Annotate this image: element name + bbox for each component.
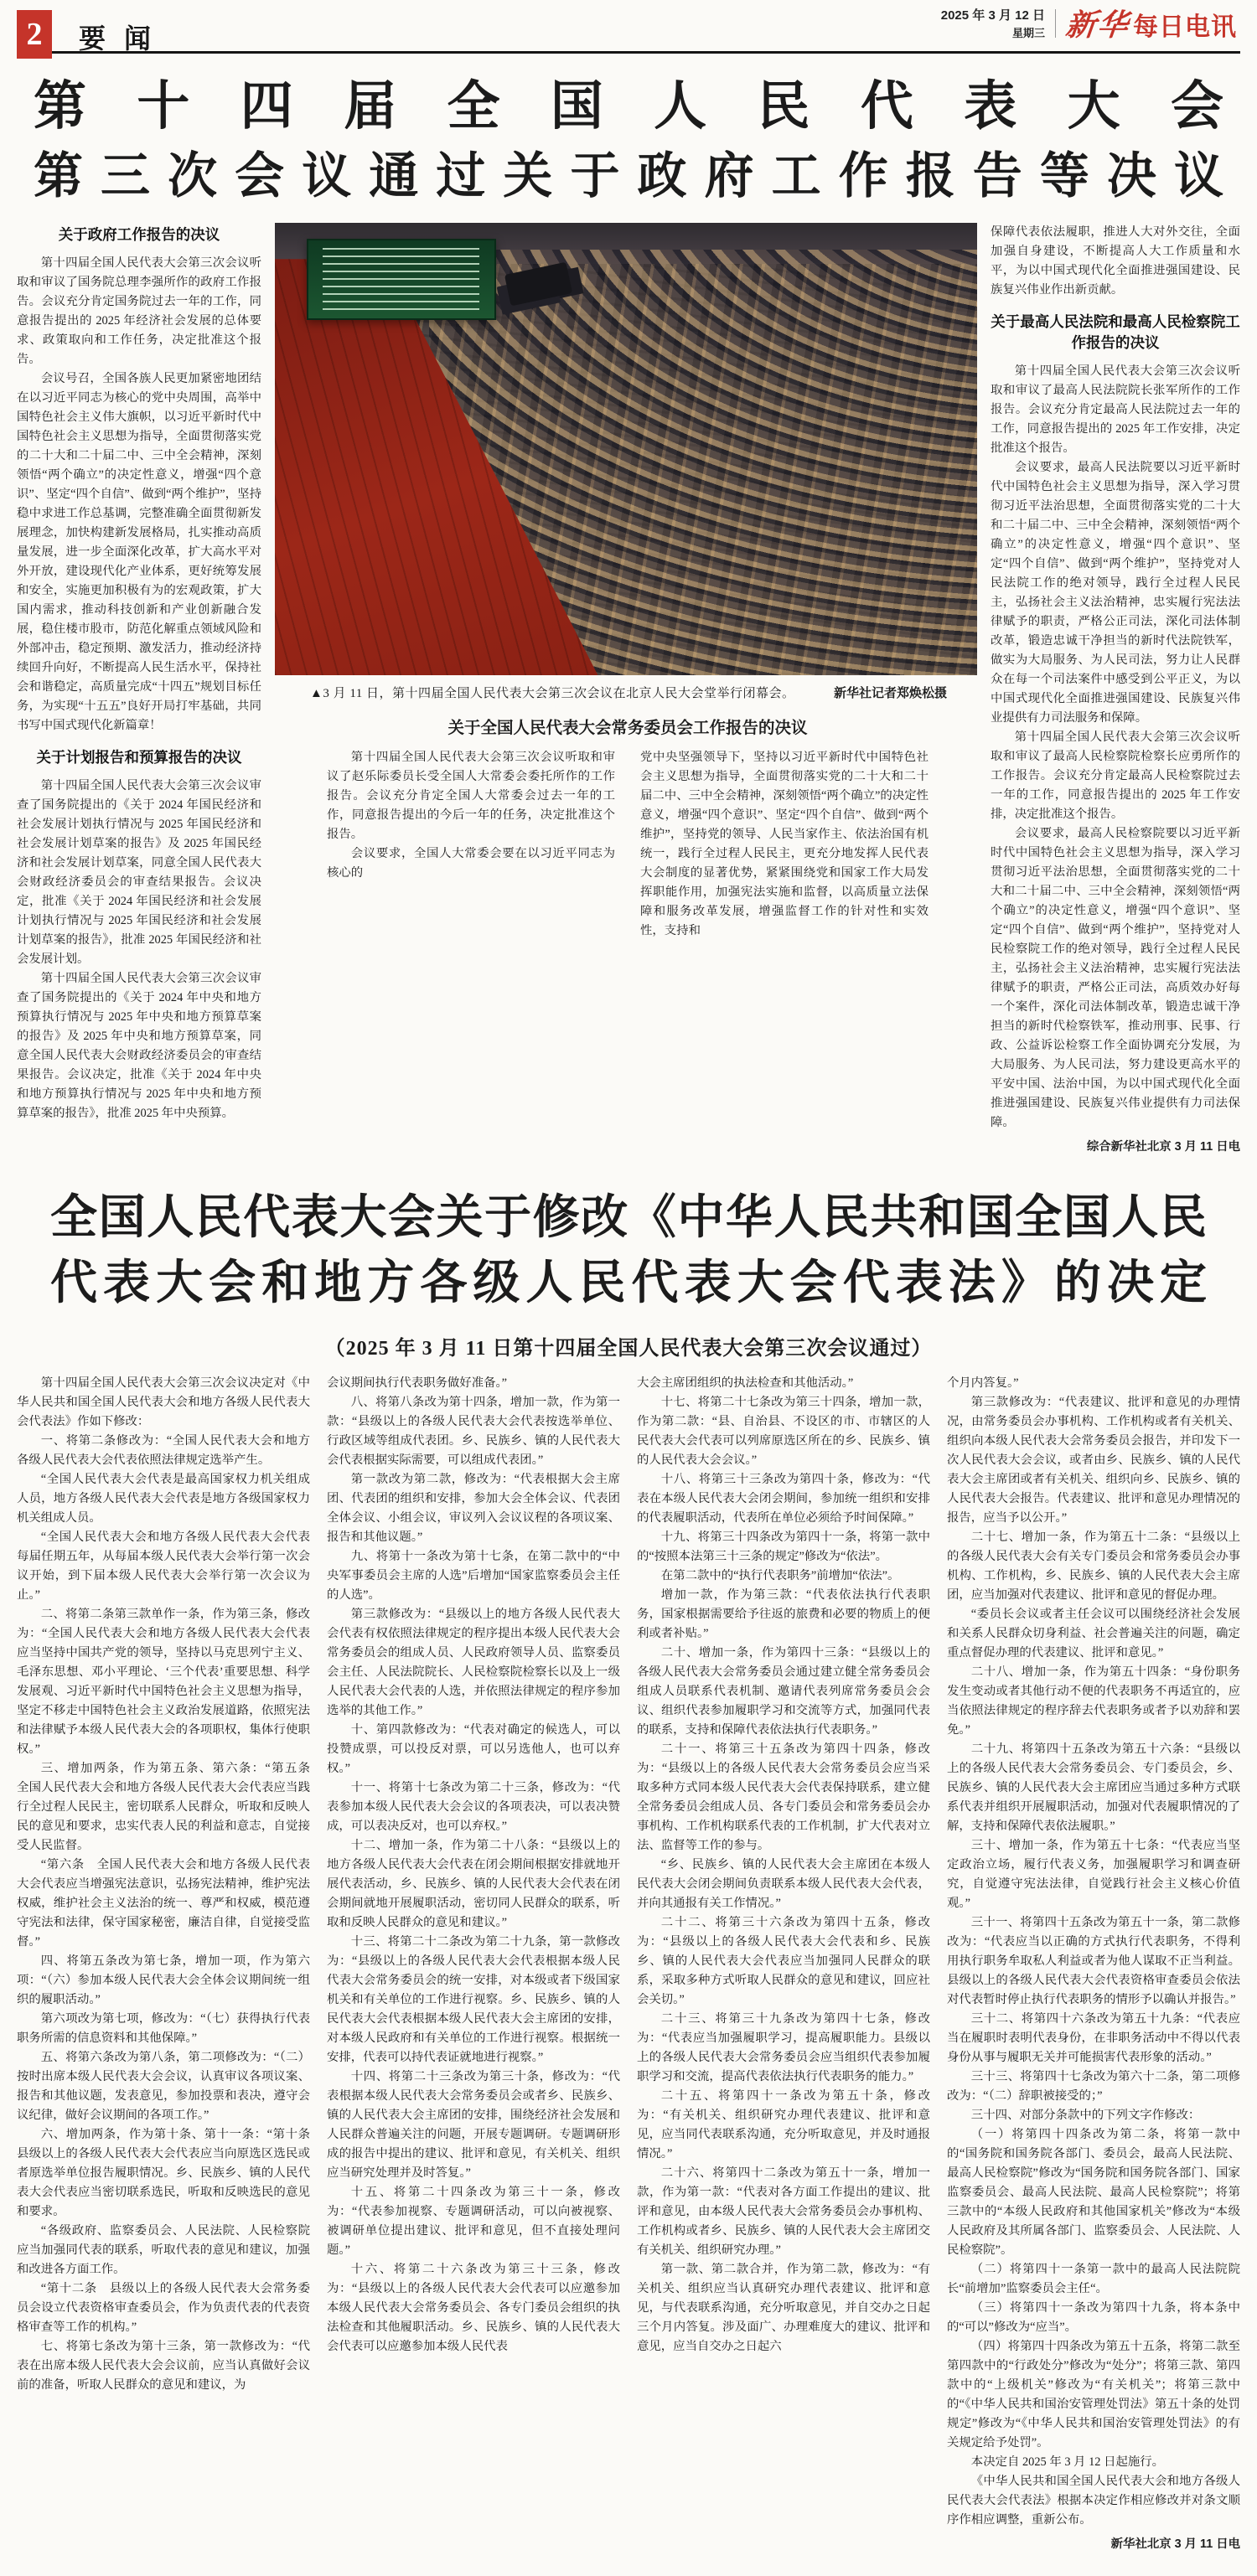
- paragraph: 第十四届全国人民代表大会第三次会议听取和审议了最高人民法院院长张军所作的工作报告。会议充分肯定最高人民法院过去一年的工作，同意报告提出的 2025 年工作安排，决定批准这个报告。: [991, 364, 1240, 455]
- paragraph: 十八、将第三十三条改为第四十条，修改为：“代表在本级人民代表大会闭会期间，参加统一组织和安排的代表履职活动，代表所在单位必须给予时间保障。”: [637, 1473, 930, 1525]
- paragraph: 第十四届全国人民代表大会第三次会议听取和审议了国务院总理李强所作的政府工作报告。会议充分肯定国务院过去一年的工作，同意报告提出的 2025 年经济社会发展的总体要求、政策取向和工作任务，决定批准这个报告。: [17, 256, 261, 366]
- paragraph: 二十七、增加一条，作为第五十二条：“县级以上的各级人民代表大会有关专门委员会和常务委员会办事机构、工作机构，乡、民族乡、镇的人民代表大会主席团，应当加强对代表建议、批评和意见的督促办理。: [947, 1531, 1240, 1602]
- paragraph: 第三款修改为：“代表建议、批评和意见的办理情况，由常务委员会办事机构、工作机构或者有关机关、组织向本级人民代表大会常务委员会报告，并印发下一次人民代表大会会议，或者由乡、民族乡、镇的人民代表大会主席团或者有关机关、组织向乡、民族乡、镇的人民代表大会报告。代表建议、批评和意见办理情况的报告，应当予以公开。”: [947, 1396, 1240, 1525]
- paragraph: 会议要求，最高人民法院要以习近平新时代中国特色社会主义思想为指导，深入学习贯彻习近平法治思想，全面贯彻落实党的二十大和二十届二中、三中全会精神，深刻领悟“两个确立”的决定性意义，增强“四个意识”、坚定“四个自信”、做到“两个维护”，坚持党对人民法院工作的绝对领导，践行全过程人民民主，弘扬社会主义法治精神，忠实履行宪法法律赋予的职责，严格公正司法，深化司法体制改革，锻造忠诚干净担当的新时代法院铁军，做实为大局服务、为人民司法，努力让人民群众在每一个司法案件中感受到公平正义，为以中国式现代化全面推进强国建设、民族复兴伟业提供有力司法服务和保障。: [991, 461, 1240, 725]
- resolution-courts-heading: 关于最高人民法院和最高人民检察院工作报告的决议: [991, 313, 1240, 351]
- lead-headline: [34, 70, 1223, 209]
- center-column: [275, 223, 977, 1157]
- masthead-divider: [1055, 9, 1056, 38]
- paragraph: 十一、将第十七条改为第二十三条，修改为：“代表参加本级人民代表大会会议的各项表决，可以表决赞成，可以表决反对，也可以弃权。”: [327, 1781, 620, 1833]
- resolution-courts-body: [991, 362, 1240, 1133]
- decision-column-3: [637, 1374, 930, 2554]
- page-number: 2: [17, 10, 52, 59]
- lead-headline-line2: 第三次会议通过关于政府工作报告等决议: [34, 148, 1223, 204]
- logo-xinhua: 新华: [1063, 8, 1131, 42]
- paragraph: “第六条 全国人民代表大会和地方各级人民代表大会代表应当增强宪法意识，弘扬宪法精神，维护宪法权威，维护社会主义法治的统一、尊严和权威，模范遵守宪法和法律，保守国家秘密，廉洁自律，自觉接受监督。”: [17, 1858, 310, 1949]
- continuation-paragraph: 保障代表依法履职，推进人大对外交往，全面加强自身建设，不断提高人大工作质量和水平，为以中国式现代化全面推进强国建设、民族复兴伟业作出新贡献。: [991, 225, 1240, 297]
- right-column: [991, 223, 1240, 1157]
- decision-column-2: [327, 1374, 620, 2554]
- paragraph: 第十四届全国人民代表大会第三次会议审查了国务院提出的《关于 2024 年中央和地方预算执行情况与 2025 年中央和地方预算草案的报告》及 2025 年中央和地方预算草案，同意全国人民代表大会财政经济委员会的审查结果报告。会议决定，批准《关于 2024 年中央和地方预算执行情况与 2025 年中央和地方预算草案的报告》，批准 2025 年中央预算。: [17, 972, 261, 1120]
- masthead-right: [941, 2, 1237, 44]
- masthead-date: [941, 6, 1045, 40]
- paragraph: 七、将第七条改为第十三条，第一款修改为：“代表在出席本级人民代表大会会议前，应当认真做好会议前的准备，听取人民群众的意见和建议，为: [17, 2340, 310, 2392]
- paragraph: 二十九、将第四十五条改为第五十六条：“县级以上的各级人民代表大会常务委员会、专门委员会，乡、民族乡、镇的人民代表大会主席团应当通过多种方式联系代表并组织开展履职活动，加强对代表履职情况的了解，支持和保障代表依法履职。”: [947, 1742, 1240, 1833]
- paragraph: 十九、将第三十四条改为第四十一条，将第一款中的“按照本法第三十三条的规定”修改为“依法”。: [637, 1531, 930, 1563]
- npcsc-resolution-col-b: [640, 748, 929, 941]
- paragraph: 三、增加两条，作为第五条、第六条：“第五条 全国人民代表大会和地方各级人民代表大会代表应当践行全过程人民民主，密切联系人民群众，听取和反映人民的意见和要求，忠实代表人民的利益和意志，自觉接受人民监督。: [17, 1762, 323, 1852]
- paragraph: 二十、增加一条，作为第四十三条：“县级以上的各级人民代表大会常务委员会通过建立健全常务委员会组成人员联系代表机制、邀请代表列席常务委员会会议、组织代表参加履职学习和交流等方式，加强同代表的联系，支持和保障代表依法执行代表职务。”: [637, 1646, 930, 1737]
- section-title: 要闻: [79, 23, 170, 54]
- paragraph: 二十二、将第三十六条改为第四十五条，修改为：“县级以上的各级人民代表大会代表和乡、民族乡、镇的人民代表大会代表应当加强同人民群众的联系，采取多种方式听取人民群众的意见和建议，回应社会关切。”: [637, 1916, 930, 2006]
- resolution-plan-budget-heading: 关于计划报告和预算报告的决议: [36, 749, 242, 766]
- decision-body: [17, 1374, 1240, 2554]
- paragraph: 第一款改为第二款，修改为：“代表根据大会主席团、代表团的组织和安排，参加大会全体会议、代表团全体会议、小组会议，审议列入会议议程的各项议案、报告和其他议题。”: [327, 1473, 620, 1544]
- npcsc-resolution-section: [275, 701, 977, 941]
- paragraph: （四）将第四十四条改为第五十五条，将第二款至第四款中的“行政处分”修改为“处分”；将第三款、第四款中的“上级机关”修改为“有关机关”；将第三款中的“《中华人民共和国治安管理处罚法》第五十条的处罚规定”修改为“《中华人民共和国治安管理处罚法》的有关规定给予处罚”。: [947, 2340, 1240, 2450]
- paragraph: “委员长会议或者主任会议可以围绕经济社会发展和关系人民群众切身利益、社会普遍关注的问题，确定重点督促办理的代表建议、批评和意见。”: [947, 1608, 1240, 1660]
- logo-daily-telegraph: 每日电讯: [1133, 13, 1237, 41]
- photo-caption-row: [275, 675, 977, 701]
- paragraph: “全国人民代表大会和地方各级人民代表大会代表每届任期五年，从每届本级人民代表大会举行第一次会议开始，到下届本级人民代表大会举行第一次会议为止。”: [17, 1531, 310, 1602]
- npcsc-resolution-col-a: [327, 748, 615, 941]
- paragraph: 三十一、将第四十五条改为第五十一条，第二款修改为：“代表应当以正确的方式执行代表职务，不得利用执行职务牟取私人利益或者为他人谋取不正当利益。县级以上的各级人民代表大会代表资格审查委员会依法对代表暂时停止执行代表职务的情形予以确认并报告。”: [947, 1916, 1240, 2006]
- paragraph: （三）将第四十一条改为第四十九条，将本条中的“可以”修改为“应当”。: [947, 2301, 1240, 2334]
- photo-led-screen: [307, 239, 496, 320]
- paragraph: 三十三、将第四十七条改为第六十二条，第二项修改为：“（二）辞职被接受的；”: [947, 2070, 1240, 2103]
- masthead: [17, 0, 1240, 54]
- lead-headline-line1: 第十四届全国人民代表大会: [34, 77, 1223, 136]
- paragraph: 二十五、将第四十一条改为第五十条，修改为：“有关机关、组织研究办理代表建议、批评和意见，应当同代表联系沟通，充分听取意见，并及时通报情况。”: [637, 2089, 930, 2160]
- decision-headline-line2: 代表大会和地方各级人民代表大会代表法》的决定: [50, 1257, 1207, 1309]
- paragraph: 二十一、将第三十五条改为第四十四条，修改为：“县级以上的各级人民代表大会常务委员会应当采取多种方式同本级人民代表大会代表保持联系，建立健全常务委员会组成人员、各专门委员会和常务委员会办事机构、工作机构联系代表的工作机制，扩大代表对立法、监督等工作的参与。: [637, 1742, 930, 1852]
- paragraph: （一）将第四十四条改为第二条，将第一款中的“国务院和国务院各部门、委员会，最高人民法院、最高人民检察院”修改为“国务院和国务院各部门、国家监察委员会、最高人民法院、最高人民检察院”；将第三款中的“本级人民政府和其他国家机关”修改为“本级人民政府及其所属各部门、监察委员会、人民法院、人民检察院”。: [947, 2128, 1240, 2257]
- xinhua-dateline: 综合新华社北京 3 月 11 日电: [1086, 1140, 1240, 1154]
- paragraph: 第十四届全国人民代表大会第三次会议审查了国务院提出的《关于 2024 年国民经济和社会发展计划执行情况与 2025 年国民经济和社会发展计划草案的报告》及 2025 年国民经济和社会发展计划草案，同意全国人民代表大会财政经济委员会的审查结果报告。会议决定，批准《关于 2024 年国民经济和社会发展计划执行情况与 2025 年国民经济和社会发展计划草案的报告》，批准 2025 年国民经济和社会发展计划。: [17, 779, 261, 966]
- lead-story-section: [17, 223, 1240, 1157]
- paragraph: 十二、增加一条，作为第二十八条：“县级以上的地方各级人民代表大会代表在闭会期间根据安排就地开展代表活动，乡、民族乡、镇的人民代表大会代表在闭会期间就地开展履职活动，密切同人民群众的联系，听取和反映人民群众的意见和建议。”: [327, 1839, 620, 1929]
- paragraph: 十七、将第二十七条改为第三十四条，增加一款，作为第二款：“县、自治县、不设区的市、市辖区的人民代表大会代表可以列席原选区所在的乡、民族乡、镇的人民代表大会会议。”: [637, 1396, 930, 1467]
- paragraph: 会议要求，最高人民检察院要以习近平新时代中国特色社会主义思想为指导，深入学习贯彻习近平法治思想，全面贯彻落实党的二十大和二十届二中、三中全会精神，深刻领悟“两个确立”的决定性意义，增强“四个意识”、坚定“四个自信”、做到“两个维护”，坚持党对人民检察院工作的绝对领导，践行全过程人民民主，弘扬社会主义法治精神，忠实履行宪法法律赋予的职责，严格公正司法，高质效办好每一个案件，深化司法体制改革，锻造忠诚干净担当的新时代检察铁军，推动刑事、民事、行政、公益诉讼检察工作全面协调充分发展，为大局服务、为人民司法，努力建设更高水平的平安中国、法治中国，为以中国式现代化全面推进强国建设、民族复兴伟业提供有力司法保障。: [991, 827, 1240, 1129]
- decision-headline-line1: 全国人民代表大会关于修改《中华人民共和国全国人民: [50, 1192, 1207, 1244]
- left-column: [17, 223, 261, 1157]
- paragraph: “各级政府、监察委员会、人民法院、人民检察院应当加强同代表的联系，听取代表的意见和建议，加强和改进各方面工作。: [17, 2224, 310, 2276]
- paragraph: 会议要求，全国人大常委会要在以习近平同志为核心的: [327, 847, 615, 880]
- paragraph: 九、将第十一条改为第十七条，在第二款中的“中央军事委员会主席的人选”后增加“国家监察委员会主任的人选”。: [327, 1550, 620, 1602]
- paragraph: 个月内答复。”: [947, 1376, 1019, 1390]
- paragraph: “第十二条 县级以上的各级人民代表大会常务委员会设立代表资格审查委员会，作为负责代表的代表资格审查等工作的机构。”: [17, 2282, 310, 2334]
- paragraph: “乡、民族乡、镇的人民代表大会主席团在本级人民代表大会闭会期间负责联系本级人民代表大会代表，并向其通报有关工作情况。”: [637, 1858, 930, 1910]
- npcsc-resolution-heading: 关于全国人民代表大会常务委员会工作报告的决议: [447, 719, 808, 737]
- paragraph: 增加一款，作为第三款：“代表依法执行代表职务，国家根据需要给予往返的旅费和必要的物质上的便利或者补贴。”: [637, 1588, 930, 1640]
- paragraph: （二）将第四十一条第一款中的最高人民法院院长“前增加”监察委员会主任“。: [947, 2263, 1240, 2295]
- paragraph: “全国人民代表大会代表是最高国家权力机关组成人员，地方各级人民代表大会代表是地方各级国家权力机关组成人员。: [17, 1473, 310, 1525]
- paragraph: 第十四届全国人民代表大会第三次会议听取和审议了最高人民检察院检察长应勇所作的工作报告。会议充分肯定最高人民检察院过去一年的工作，同意报告提出的 2025 年工作安排，决定批准这个报告。: [991, 730, 1240, 821]
- resolution-govt-report-body: [17, 254, 261, 736]
- paragraph: 第十四届全国人民代表大会第三次会议听取和审议了赵乐际委员长受全国人大常委会委托所作的工作报告。会议充分肯定全国人大常委会过去一年的工作，同意报告提出的今后一年的任务，决定批准这个报告。: [327, 751, 615, 841]
- paragraph: 本决定自 2025 年 3 月 12 日起施行。: [970, 2455, 1165, 2469]
- paragraph: 第一款、第二款合并，作为第二款，修改为：“有关机关、组织应当认真研究办理代表建议、批评和意见，与代表联系沟通，充分听取意见，并自交办之日起三个月内答复。涉及面广、办理难度大的建议、批评和意见，应当自交办之日起六: [637, 2263, 930, 2353]
- date-text: 2025 年 3 月 12 日: [940, 8, 1045, 23]
- paragraph: 第三款修改为：“县级以上的地方各级人民代表大会代表有权依照法律规定的程序提出本级人民代表大会常务委员会的组成人员、人民政府领导人员、监察委员会主任、人民法院院长、人民检察院检察长以及上一级人民代表大会代表的人选，并依照法律规定的程序参加选举的其他工作。”: [327, 1608, 620, 1717]
- paragraph: 八、将第八条改为第十四条，增加一款，作为第一款：“县级以上的各级人民代表大会代表按选举单位、行政区域等组成代表团。乡、民族乡、镇的人民代表大会代表根据实际需要，可以组成代表团。”: [327, 1396, 620, 1467]
- paragraph: 六、增加两条，作为第十条、第十一条：“第十条 县级以上的各级人民代表大会代表应当向原选区选民或者原选举单位报告履职情况。乡、民族乡、镇的人民代表大会代表应当密切联系选民，听取和反映选民的意见和要求。: [17, 2128, 323, 2218]
- paragraph: 三十、增加一条，作为第五十七条：“代表应当坚定政治立场，履行代表义务，加强履职学习和调查研究，自觉遵守宪法法律，自觉践行社会主义核心价值观。”: [947, 1839, 1240, 1910]
- paragraph: 在第二款中的“执行代表职务”前增加“依法”。: [660, 1569, 900, 1582]
- paragraph: 会议期间执行代表职务做好准备。”: [327, 1376, 508, 1390]
- paragraph: 十五、将第二十四条改为第三十一条，修改为：“代表参加视察、专题调研活动，可以向被视察、被调研单位提出建议、批评和意见，但不直接处理问题。”: [327, 2186, 620, 2257]
- paragraph: 十三、将第二十二条改为第二十九条，第一款修改为：“县级以上的各级人民代表大会代表根据本级人民代表大会常务委员会的统一安排，对本级或者下级国家机关和有关单位的工作进行视察。乡、民族乡、镇的人民代表大会代表根据本级人民代表大会主席团的安排，对本级人民政府和有关单位的工作进行视察。根据统一安排，代表可以持代表证就地进行视察。”: [327, 1935, 620, 2064]
- decision-column-4: [947, 1374, 1240, 2554]
- decision-headline: [50, 1185, 1207, 1316]
- paragraph: 一、将第二条修改为：“全国人民代表大会和地方各级人民代表大会代表依照法律规定选举产生。: [17, 1434, 310, 1467]
- decision-subtitle: （2025 年 3 月 11 日第十四届全国人民代表大会第三次会议通过）: [324, 1338, 933, 1360]
- paragraph: 四、将第五条改为第七条，增加一项，作为第六项：“（六）参加本级人民代表大会全体会议期间统一组织的履职活动。”: [17, 1954, 310, 2006]
- weekday-text: 星期三: [1011, 27, 1045, 39]
- congress-hall-photo: [275, 223, 977, 675]
- paragraph: 十六、将第二十六条改为第三十三条，修改为：“县级以上的各级人民代表大会代表可以应邀参加本级人民代表大会常务委员会、各专门委员会组织的执法检查和其他履职活动。乡、民族乡、镇的人民代表大会代表可以应邀参加本级人民代表: [327, 2263, 620, 2353]
- paragraph: 二十三、将第三十九条改为第四十七条，修改为：“代表应当加强履职学习，提高履职能力。县级以上的各级人民代表大会常务委员会应当组织代表参加履职学习和交流，提高代表依法执行代表职务的能力。”: [637, 2012, 930, 2083]
- resolution-plan-budget-body: [17, 777, 261, 1123]
- paragraph: 党中央坚强领导下，坚持以习近平新时代中国特色社会主义思想为指导，全面贯彻落实党的二十大和二十届二中、三中全会精神，深刻领悟“两个确立”的决定性意义，增强“四个意识”、坚定“四个自信”、做到“两个维护”，坚持党的领导、人民当家作主、依法治国有机统一，践行全过程人民民主，更充分地发挥人民代表大会制度的显著优势，紧紧围绕党和国家工作大局发挥职能作用，加强宪法实施和监督，以高质量立法保障和服务改革发展，增强监督工作的针对性和实效性，支持和: [640, 751, 929, 937]
- paragraph: 第六项改为第七项，修改为：“（七）获得执行代表职务所需的信息资料和其他保障。”: [17, 2012, 310, 2045]
- resolution-govt-report-heading: 关于政府工作报告的决议: [58, 226, 220, 243]
- paragraph: 五、将第六条改为第八条，第二项修改为：“（二）按时出席本级人民代表大会会议，认真审议各项议案、报告和其他议题，发表意见，参加投票和表决，遵守会议纪律，做好会议期间的各项工作。”: [17, 2051, 310, 2122]
- decision-column-1: [17, 1374, 323, 2554]
- newspaper-logo: [1063, 2, 1237, 44]
- paragraph: 十四、将第二十三条改为第三十条，修改为：“代表根据本级人民代表大会常务委员会或者乡、民族乡、镇的人民代表大会主席团的安排，围绕经济社会发展和人民群众普遍关注的问题，开展专题调研。专题调研形成的报告中提出的建议、批评和意见，有关机关、组织应当研究处理并及时答复。”: [327, 2070, 620, 2180]
- paragraph: 二十六、将第四十二条改为第五十一条，增加一款，作为第一款：“代表对各方面工作提出的建议、批评和意见，由本级人民代表大会常务委员会办事机构、工作机构或者乡、民族乡、镇的人民代表大会主席团交有关机关、组织研究办理。”: [637, 2166, 930, 2257]
- paragraph: 《中华人民共和国全国人民代表大会和地方各级人民代表大会代表法》根据本决定作相应修改并对条文顺序作相应调整，重新公布。: [947, 2475, 1240, 2527]
- paragraph: 二、将第二条第三款单作一条，作为第三条，修改为：“全国人民代表大会和地方各级人民代表大会代表应当坚持中国共产党的领导，坚持以马克思列宁主义、毛泽东思想、邓小平理论、‘三个代表’重要思想、科学发展观、习近平新时代中国特色社会主义思想为指导，坚定不移走中国特色社会主义政治发展道路，依照宪法和法律赋予本级人民代表大会的各项职权，集体行使职权。”: [17, 1608, 310, 1756]
- photo-caption: ▲3 月 11 日，第十四届全国人民代表大会第三次会议在北京人民大会堂举行闭幕会。: [310, 687, 795, 700]
- paragraph: 第十四届全国人民代表大会第三次会议决定对《中华人民共和国全国人民代表大会和地方各级人民代表大会代表法》作如下修改：: [17, 1376, 310, 1428]
- npcsc-resolution-columns: [327, 748, 929, 941]
- paragraph: 三十四、对部分条款中的下列文字作修改：: [970, 2109, 1201, 2122]
- paragraph: 新华社北京 3 月 11 日电: [1110, 2537, 1240, 2551]
- paragraph: 三十二、将第四十六条改为第五十九条：“代表应当在履职时表明代表身份，在非职务活动中不得以代表身份从事与履职无关并可能损害代表形象的活动。”: [947, 2012, 1240, 2064]
- photo-credit: 新华社记者郑焕松摄: [833, 686, 947, 700]
- paragraph: 会议号召，全国各族人民更加紧密地团结在以习近平同志为核心的党中央周围，高举中国特色社会主义伟大旗帜，以习近平新时代中国特色社会主义思想为指导，全面贯彻落实党的二十大和二十届二中、三中全会精神，深刻领悟“两个确立”的决定性意义，增强“四个意识”、坚定“四个自信”、做到“两个维护”，坚持稳中求进工作总基调，完整准确全面贯彻新发展理念，加快构建新发展格局，扎实推动高质量发展，进一步全面深化改革，扩大高水平对外开放，建设现代化产业体系，更好统筹发展和安全，实施更加积极有为的宏观政策，扩大国内需求，推动科技创新和产业创新融合发展，稳住楼市股市，防范化解重点领域风险和外部冲击，稳定预期、激发活力，推动经济持续回升向好，不断提高人民生活水平，保持社会和谐稳定，高质量完成“十四五”规划目标任务，为实现“十五五”良好开局打牢基础，共同书写中国式现代化新篇章！: [17, 372, 261, 732]
- paragraph: 大会主席团组织的执法检查和其他活动。”: [637, 1376, 854, 1390]
- paragraph: 十、第四款修改为：“代表对确定的候选人，可以投赞成票，可以投反对票，可以另选他人，也可以弃权。”: [327, 1723, 620, 1775]
- paragraph: 二十八、增加一条，作为第五十四条：“身份职务发生变动或者其他行动不便的代表职务不再适宜的，应当依照法律规定的程序辞去代表职务或者予以劝辞和罢免。”: [947, 1665, 1240, 1737]
